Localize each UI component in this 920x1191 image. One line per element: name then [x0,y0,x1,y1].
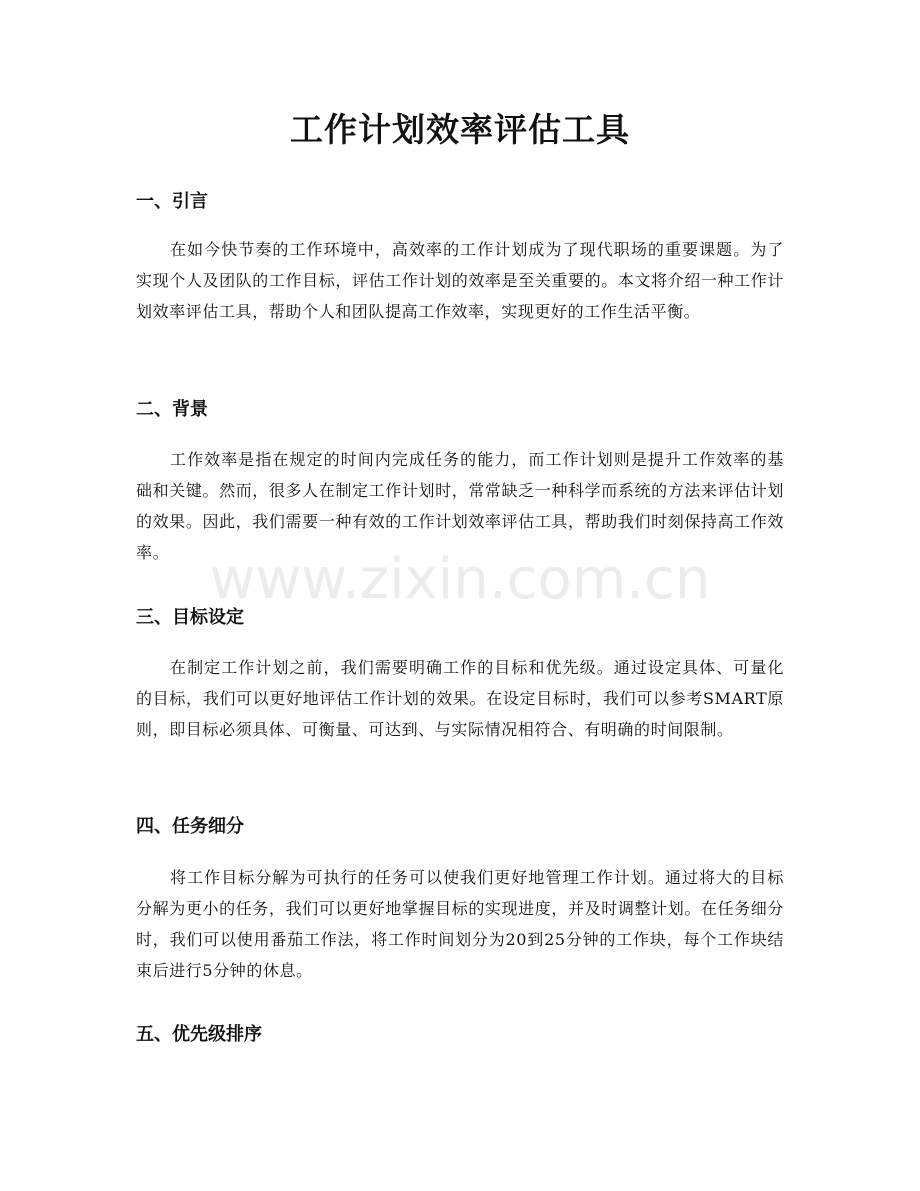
section-body-background: 工作效率是指在规定的时间内完成任务的能力，而工作计划则是提升工作效率的基础和关键。然而，很多人在制定工作计划时，常常缺乏一种科学而系统的方法来评估计划的效果。因此，我们需要一种有效的工作计划效率评估工具，帮助我们时刻保持高工作效率。 [136,450,784,562]
watermark: www.zixin.com.cn [209,547,711,612]
section-heading-prioritization: 五、优先级排序 [136,1024,262,1045]
section-heading-task-breakdown: 四、任务细分 [136,816,244,837]
document-title: 工作计划效率评估工具 [290,110,630,149]
section-body-goal-setting: 在制定工作计划之前，我们需要明确工作的目标和优先级。通过设定具体、可量化的目标，我们可以更好地评估工作计划的效果。在设定目标时，我们可以参考SMART原则，即目标必须具体、可衡量、可达到、与实际情况相符合、有明确的时间限制。 [136,658,784,739]
section-heading-background: 二、背景 [136,399,208,420]
section-body-introduction: 在如今快节奏的工作环境中，高效率的工作计划成为了现代职场的重要课题。为了实现个人及团队的工作目标，评估工作计划的效率是至关重要的。本文将介绍一种工作计划效率评估工具，帮助个人和团队提高工作效率，实现更好的工作生活平衡。 [136,240,784,321]
section-heading-goal-setting: 三、目标设定 [136,607,244,628]
section-body-task-breakdown: 将工作目标分解为可执行的任务可以使我们更好地管理工作计划。通过将大的目标分解为更小的任务，我们可以更好地掌握目标的实现进度，并及时调整计划。在任务细分时，我们可以使用番茄工作法，将工作时间划分为20到25分钟的工作块，每个工作块结束后进行5分钟的休息。 [136,868,784,980]
section-heading-introduction: 一、引言 [136,191,208,212]
